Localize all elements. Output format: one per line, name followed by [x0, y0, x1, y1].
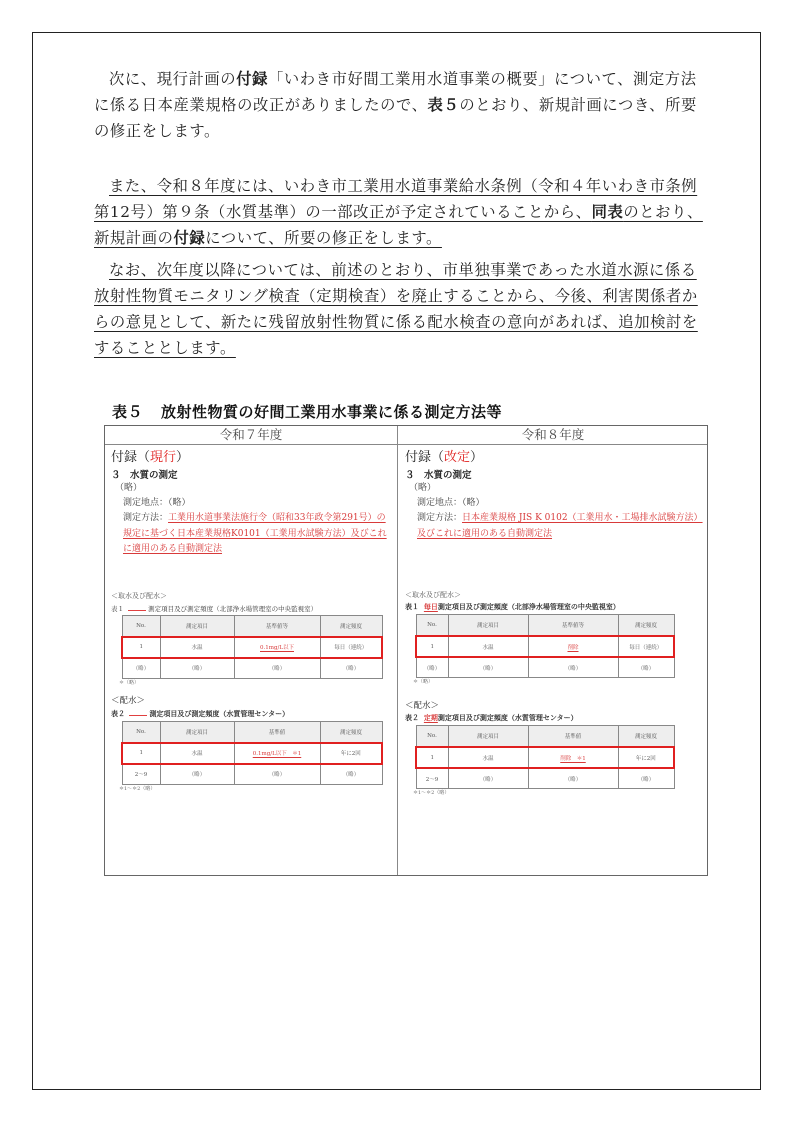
bold-term: 同表 [591, 203, 624, 221]
appendix-label: 付録 [405, 450, 432, 465]
method-value: 日本産業規格 JIS K 0102（工業用水・工場排水試験方法）及びこれに適用のある自動測定法 [417, 513, 703, 539]
text: 次に、現行計画の [109, 70, 237, 88]
cell: （略） [448, 768, 528, 789]
table-caption [112, 401, 502, 422]
intake-group [111, 591, 393, 686]
cell: （略） [160, 658, 234, 679]
table-row [416, 747, 674, 768]
status-label: 現行 [150, 450, 177, 465]
method-line [111, 511, 393, 558]
group-label: ＜取水及び配水＞ [405, 591, 461, 599]
cell: （略） [618, 657, 674, 678]
column-header-current: 令和７年度 [219, 427, 283, 442]
header-cell: No. [416, 726, 448, 748]
appendix-heading: 付録（改定） [405, 450, 484, 465]
subtable-title [405, 713, 703, 723]
blank-placeholder [129, 708, 147, 716]
cell: 年に2回 [618, 747, 674, 768]
header-cell: 基準値等 [528, 615, 618, 637]
cell: 水温 [448, 747, 528, 768]
cell: （略） [618, 768, 674, 789]
cell: （略） [320, 764, 382, 785]
subtable-1 [121, 615, 383, 679]
subtable-1 [415, 614, 675, 678]
comparison-table [104, 425, 708, 876]
paragraph-revision-jis [94, 66, 706, 144]
subtable-2 [121, 721, 383, 785]
cell: 2～9 [416, 768, 448, 789]
header-cell: 基準値 [528, 726, 618, 748]
footnote: ＊（略） [119, 679, 140, 686]
header-cell: 基準値等 [234, 615, 320, 637]
cell: 水温 [160, 743, 234, 764]
cell: 削除 [528, 636, 618, 657]
subtable-caption: 測定項目及び測定頻度（水質管理センター） [437, 714, 578, 722]
method-value: 工業用水道事業法施行令（昭和33年政令第291号）の規定に基づく日本産業規格K0101（工業用水試験方法）及びこれに適用のある自動測定法 [123, 513, 387, 554]
blank-placeholder [128, 603, 146, 611]
current-column [111, 445, 393, 792]
cell: 0.1mg/L以下 ＊1 [234, 743, 320, 764]
cell: （略） [160, 764, 234, 785]
bold-term: 表５ [427, 96, 460, 114]
text: のとおり、新規計画につき、所要の修正をします。 [94, 96, 697, 140]
subtable-caption: 測定項目及び測定頻度（水質管理センター） [149, 709, 290, 718]
omitted-note: （略） [409, 483, 437, 493]
subtable-2 [415, 725, 675, 789]
cell: （略） [122, 658, 160, 679]
location-label: 測定地点： [417, 498, 463, 508]
subtable-caption: 測定項目及び測定頻度（北部浄水場管理室の中央監視室） [148, 604, 318, 613]
appendix-label: 付録 [111, 450, 138, 465]
header-cell: No. [122, 615, 160, 637]
subtable-title [111, 708, 393, 719]
header-cell: 測定項目 [160, 721, 234, 743]
appendix-heading: 付録（現行） [111, 450, 190, 465]
table-row [122, 764, 382, 785]
location-value: （略） [462, 498, 485, 508]
group-label: ＜取水及び配水＞ [111, 591, 167, 600]
text: また、令和８年度には、いわき市工業用水道事業給水条例（令和４年いわき市条例第12号）第９条（水質基準）の一部改正が予定されていることから、 [94, 177, 698, 221]
header-cell: 基準値 [234, 721, 320, 743]
paragraph-ordinance-amendment [94, 173, 706, 251]
column-divider [397, 426, 398, 875]
footnote: ＊1～＊2（略） [119, 785, 156, 792]
location-line [405, 496, 703, 511]
cell: 1 [122, 637, 160, 658]
inserted-word: 定期 [423, 714, 438, 722]
cell: （略） [528, 768, 618, 789]
text: について、所要の修正をします。 [205, 229, 442, 247]
footnote: ＊（略） [413, 679, 434, 685]
header-cell: 測定頻度 [618, 615, 674, 637]
cell: 毎日（連続） [320, 637, 382, 658]
omitted-note: （略） [115, 483, 143, 493]
subtable-title [405, 602, 703, 612]
column-header-revised: 令和８年度 [521, 427, 585, 442]
cell: （略） [448, 657, 528, 678]
method-label: 測定方法： [417, 513, 463, 523]
method-line [405, 511, 703, 542]
cell: 1 [416, 747, 448, 768]
cell: （略） [416, 657, 448, 678]
table-row [416, 768, 674, 789]
cell: 削除 ＊1 [528, 747, 618, 768]
cell: 1 [122, 743, 160, 764]
header-cell: 測定頻度 [320, 615, 382, 637]
subtable-number: 表２ [111, 709, 125, 718]
revised-column [405, 445, 703, 796]
subtable-title [111, 603, 393, 613]
cell: 毎日（連続） [618, 636, 674, 657]
table-row [416, 636, 674, 657]
location-line [111, 496, 393, 511]
table-row [122, 743, 382, 764]
distribution-group [111, 694, 393, 792]
cell: （略） [320, 658, 382, 679]
section-heading: ３ 水質の測定 [111, 470, 178, 481]
location-label: 測定地点： [123, 498, 169, 508]
table-row [122, 637, 382, 658]
group-label: ＜配水＞ [405, 701, 440, 711]
table-row [122, 658, 382, 679]
paragraph-future-inspection [94, 257, 706, 361]
header-cell: No. [416, 615, 448, 637]
text: のとおり、新規計画の [94, 203, 703, 247]
method-label: 測定方法： [123, 513, 169, 523]
cell: （略） [234, 764, 320, 785]
section-heading: ３ 水質の測定 [405, 470, 472, 481]
subtable-number: 表２ [405, 714, 419, 722]
intake-group [405, 590, 703, 685]
cell: （略） [528, 657, 618, 678]
subtable-number: 表１ [405, 603, 419, 611]
header-cell: 測定頻度 [618, 726, 674, 748]
bold-term: 付録 [173, 229, 206, 247]
header-cell: No. [122, 721, 160, 743]
cell: 水温 [448, 636, 528, 657]
text: 「いわき市好間工業用水道事業の概要」について、測定方法に係る日本産業規格の改正がありましたので、 [94, 70, 697, 114]
text: なお、次年度以降については、前述のとおり、市単独事業であった水道水源に係る放射性物質モニタリング検査（定期検査）を廃止することから、今後、利害関係者からの意見として、新たに残留放射性物質に係る配水検査の意向があれば、追加検討をすることとします。 [94, 261, 698, 357]
table-row [416, 657, 674, 678]
cell: 1 [416, 636, 448, 657]
header-cell: 測定頻度 [320, 721, 382, 743]
cell: 2～9 [122, 764, 160, 785]
header-cell: 測定項目 [448, 615, 528, 637]
cell: （略） [234, 658, 320, 679]
subtable-number: 表１ [111, 604, 124, 613]
header-cell: 測定項目 [448, 726, 528, 748]
location-value: （略） [168, 498, 191, 508]
inserted-word: 毎日 [423, 603, 438, 611]
distribution-group [405, 699, 703, 796]
cell: 水温 [160, 637, 234, 658]
header-cell: 測定項目 [160, 615, 234, 637]
cell: 年に2回 [320, 743, 382, 764]
group-label: ＜配水＞ [111, 695, 146, 706]
footnote: ＊1～＊2（略） [413, 790, 450, 796]
table-title: 放射性物質の好間工業用水事業に係る測定方法等 [161, 403, 503, 421]
bold-term: 付録 [236, 70, 268, 88]
cell: 0.1mg/L以下 [234, 637, 320, 658]
status-label: 改定 [444, 450, 471, 465]
subtable-caption: 測定項目及び測定頻度（北部浄水場管理室の中央監視室） [437, 603, 620, 611]
table-number: 表５ [112, 403, 144, 421]
